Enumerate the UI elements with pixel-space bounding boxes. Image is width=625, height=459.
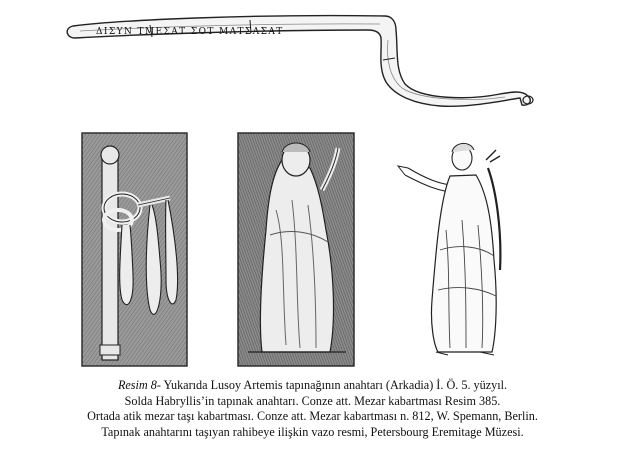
temple-key-drawing: [67, 16, 533, 107]
figure-label: Resim 8: [117, 378, 157, 392]
figure-caption: [0, 378, 625, 440]
habryllis-key-relief: [82, 133, 187, 366]
attic-grave-relief: [238, 133, 354, 366]
priestess-vase-drawing: [398, 143, 500, 355]
caption-line-4: Tapınak anahtarını taşıyan rahibeye ilişkin vazo resmi, Petersbourg Eremitage Müzesi.: [101, 424, 524, 439]
caption-line-2: Solda Habryllis’in tapınak anahtarı. Conze att. Mezar kabartması Resim 385.: [124, 393, 501, 408]
caption-line-1-text: - Yukarıda Lusoy Artemis tapınağının anahtarı (Arkadia) İ. Ö. 5. yüzyıl.: [156, 378, 508, 392]
caption-line-3: Ortada atik mezar taşı kabartması. Conze att. Mezar kabartması n. 812, W. Spemann, Berlin.: [87, 409, 538, 423]
key-inscription: ΔΙΣΥΝ ΤΜΕΣΑΤ ΣΟΤ ΜΑΤΣΑΣΑΤ: [96, 27, 284, 37]
caption-line-1: [0, 378, 625, 394]
